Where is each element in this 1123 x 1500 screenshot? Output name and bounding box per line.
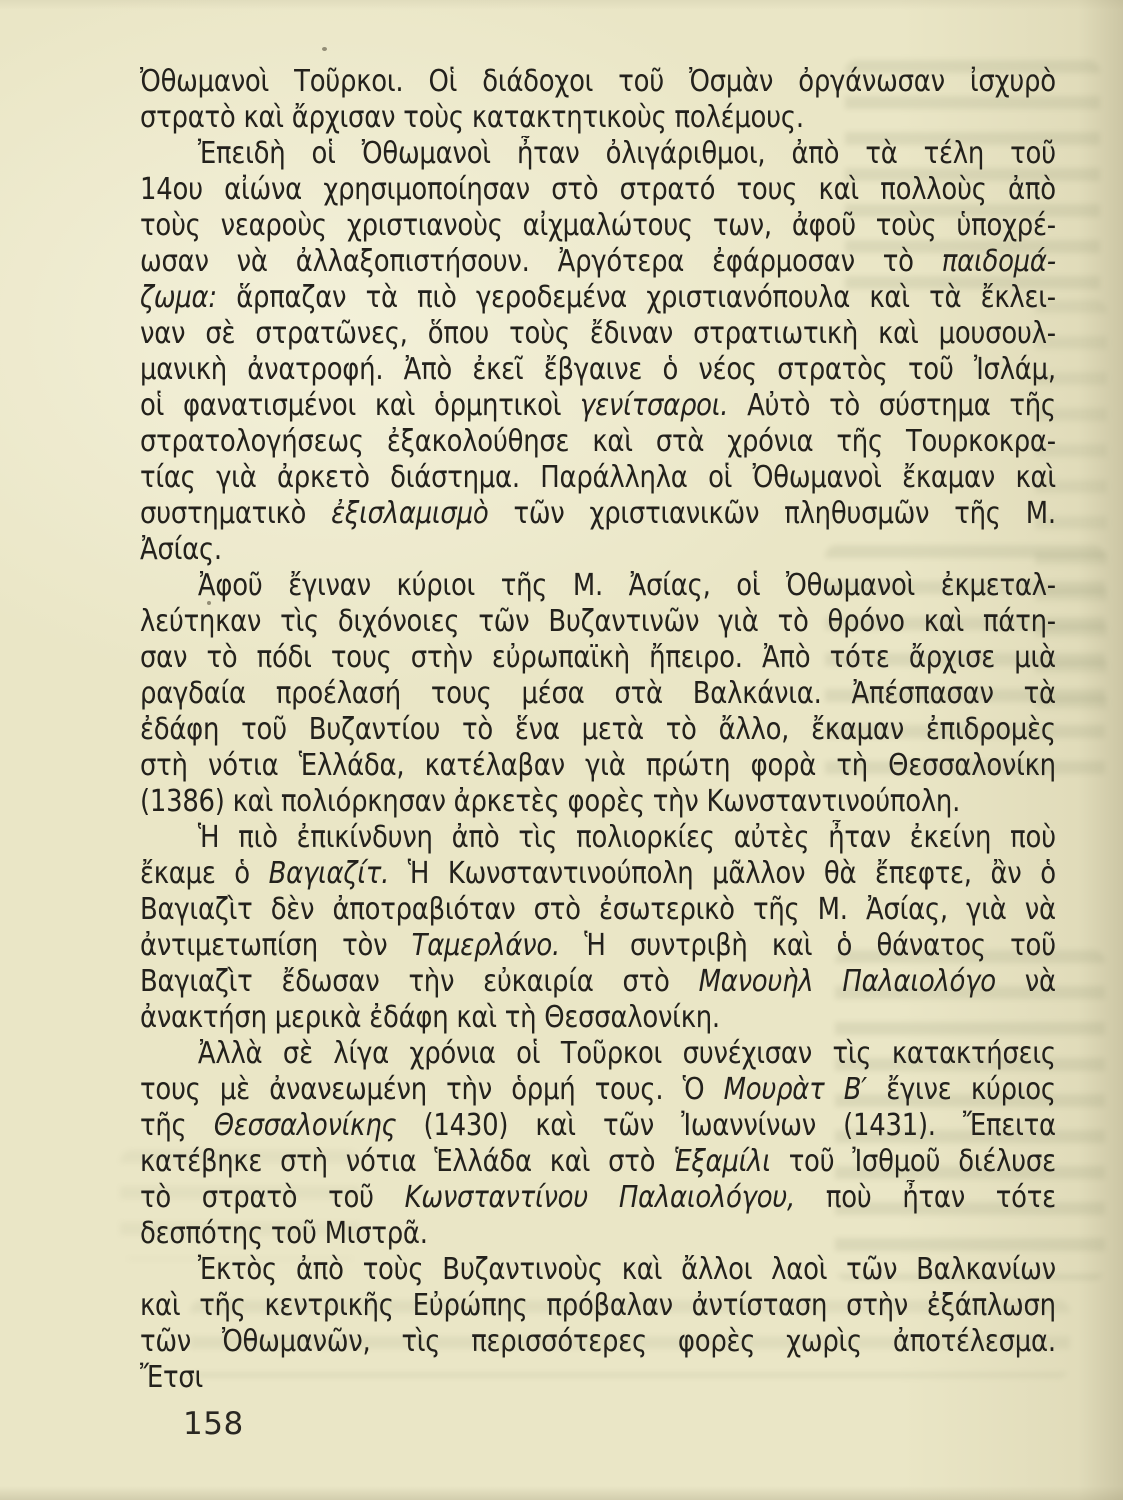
text-line: σαν τὸ πόδι τους στὴν εὐρωπαϊκὴ ἤπειρο. Ἀπὸ τότε ἄρχισε μιὰ — [140, 640, 1056, 675]
text-line: Ἔτσι — [140, 1360, 204, 1395]
text-line: Ἐκτὸς ἀπὸ τοὺς Βυζαντινοὺς καὶ ἄλλοι λαοὶ τῶν Βαλκανίων — [197, 1252, 1056, 1287]
text-line: τίας γιὰ ἀρκετὸ διάστημα. Παράλληλα οἱ Ὀθωμανοὶ ἔκαμαν καὶ — [140, 460, 1056, 495]
text-line: (1386) καὶ πολιόρκησαν ἀρκετὲς φορὲς τὴν Κωνσταντινούπολη. — [140, 784, 961, 819]
text-line: ναν σὲ στρατῶνες, ὅπου τοὺς ἔδιναν στρατιωτικὴ καὶ μουσουλ- — [140, 316, 1056, 351]
text-line: τους μὲ ἀνανεωμένη τὴν ὁρμή τους. Ὁ Μουρὰτ Β′ ἔγινε κύριος — [140, 1072, 1056, 1107]
text-line: στρατὸ καὶ ἄρχισαν τοὺς κατακτητικοὺς πολέμους. — [140, 100, 804, 135]
text-line: καὶ τῆς κεντρικῆς Εὐρώπης πρόβαλαν ἀντίσταση στὴν ἐξάπλωση — [140, 1288, 1056, 1323]
text-line: ζωμα: ἅρπαζαν τὰ πιὸ γεροδεμένα χριστιανόπουλα καὶ τὰ ἔκλει- — [140, 280, 1056, 315]
text-line: τῆς Θεσσαλονίκης (1430) καὶ τῶν Ἰωαννίνων (1431). Ἔπειτα — [140, 1108, 1056, 1143]
text-line: στρατολογήσεως ἐξακολούθησε καὶ στὰ χρόνια τῆς Τουρκοκρα- — [140, 424, 1056, 459]
text-line: Βαγιαζὶτ ἔδωσαν τὴν εὐκαιρία στὸ Μανουὴλ Παλαιολόγο νὰ — [140, 964, 1056, 999]
text-line: λεύτηκαν τὶς διχόνοιες τῶν Βυζαντινῶν γιὰ τὸ θρόνο καὶ πάτη- — [140, 604, 1056, 639]
text-line: Βαγιαζὶτ δὲν ἀποτραβιόταν στὸ ἐσωτερικὸ τῆς Μ. Ἀσίας, γιὰ νὰ — [140, 892, 1056, 927]
text-line: Ἀλλὰ σὲ λίγα χρόνια οἱ Τοῦρκοι συνέχισαν τὶς κατακτήσεις — [197, 1036, 1056, 1071]
scan-speck — [322, 47, 327, 51]
text-line: Ἀφοῦ ἔγιναν κύριοι τῆς Μ. Ἀσίας, οἱ Ὀθωμανοὶ ἐκμεταλ- — [197, 568, 1056, 603]
text-line: δεσπότης τοῦ Μιστρᾶ. — [140, 1216, 428, 1251]
text-line: ἀντιμετωπίση τὸν Ταμερλάνο. Ἡ συντριβὴ καὶ ὁ θάνατος τοῦ — [140, 928, 1056, 963]
page-number: 158 — [183, 1406, 244, 1442]
text-line: στὴ νότια Ἑλλάδα, κατέλαβαν γιὰ πρώτη φορὰ τὴ Θεσσαλονίκη — [140, 748, 1056, 783]
text-line: Ἐπειδὴ οἱ Ὀθωμανοὶ ἦταν ὀλιγάριθμοι, ἀπὸ τὰ τέλη τοῦ — [197, 136, 1056, 171]
text-line: μανικὴ ἀνατροφή. Ἀπὸ ἐκεῖ ἔβγαινε ὁ νέος στρατὸς τοῦ Ἰσλάμ, — [140, 352, 1056, 387]
text-line: ἀνακτήση μερικὰ ἐδάφη καὶ τὴ Θεσσαλονίκη. — [140, 1000, 720, 1035]
text-line: οἱ φανατισμένοι καὶ ὁρμητικοὶ γενίτσαροι. Αὐτὸ τὸ σύστημα τῆς — [140, 388, 1056, 423]
text-line: τῶν Ὀθωμανῶν, τὶς περισσότερες φορὲς χωρὶς ἀποτέλεσμα. — [140, 1324, 1056, 1359]
text-line: συστηματικὸ ἐξισλαμισμὸ τῶν χριστιανικῶν πληθυσμῶν τῆς Μ. — [140, 496, 1056, 531]
text-line: Ἡ πιὸ ἐπικίνδυνη ἀπὸ τὶς πολιορκίες αὐτὲς ἦταν ἐκείνη ποὺ — [197, 820, 1056, 855]
text-line: κατέβηκε στὴ νότια Ἑλλάδα καὶ στὸ Ἑξαμίλι τοῦ Ἰσθμοῦ διέλυσε — [140, 1144, 1056, 1179]
text-line: 14ου αἰώνα χρησιμοποίησαν στὸ στρατό τους καὶ πολλοὺς ἀπὸ — [140, 172, 1056, 207]
text-line: ἐδάφη τοῦ Βυζαντίου τὸ ἕνα μετὰ τὸ ἄλλο, ἔκαμαν ἐπιδρομὲς — [140, 712, 1056, 747]
text-lines — [140, 64, 1056, 1396]
text-line: Ἀσίας. — [140, 532, 222, 567]
text-line: τοὺς νεαροὺς χριστιανοὺς αἰχμαλώτους των, ἀφοῦ τοὺς ὑποχρέ- — [140, 208, 1056, 243]
text-line: ωσαν νὰ ἀλλαξοπιστήσουν. Ἀργότερα ἐφάρμοσαν τὸ παιδομά- — [140, 244, 1056, 279]
text-line: Ὀθωμανοὶ Τοῦρκοι. Οἱ διάδοχοι τοῦ Ὀσμὰν ὀργάνωσαν ἰσχυρὸ — [140, 64, 1056, 99]
text-line: ραγδαία προέλασή τους μέσα στὰ Βαλκάνια. Ἀπέσπασαν τὰ — [140, 676, 1056, 711]
text-block — [140, 64, 1056, 1396]
text-line: τὸ στρατὸ τοῦ Κωνσταντίνου Παλαιολόγου, ποὺ ἦταν τότε — [140, 1180, 1056, 1215]
text-line: ἔκαμε ὁ Βαγιαζίτ. Ἡ Κωνσταντινούπολη μᾶλλον θὰ ἔπεφτε, ἂν ὁ — [140, 856, 1056, 891]
